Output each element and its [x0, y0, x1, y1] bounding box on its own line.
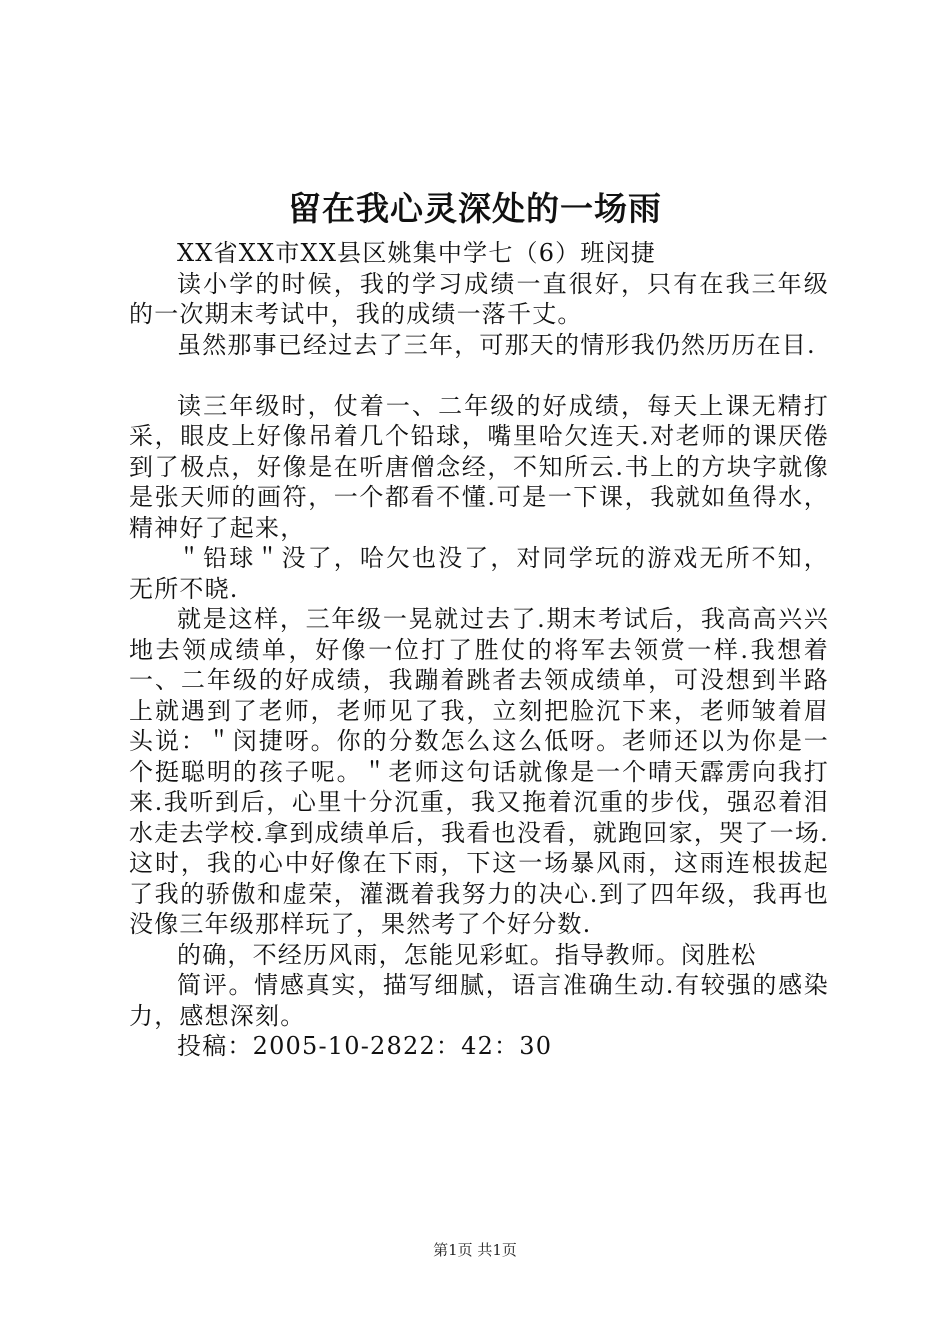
- document-title: 留在我心灵深处的一场雨: [288, 189, 662, 228]
- author-line: XX省XX市XX县区姚集中学七（6）班闵捷: [177, 239, 656, 267]
- page-number-footer: 第1页 共1页: [433, 1241, 517, 1259]
- submission-timestamp: 投稿：2005-10-2822：42：30: [177, 1032, 553, 1060]
- paragraph-1: 读小学的时候，我的学习成绩一直很好，只有在我三年级的一次期末考试中，我的成绩一落千丈。: [129, 269, 829, 328]
- paragraph-4: ＂铅球＂没了，哈欠也没了，对同学玩的游戏无所不知，无所不晓.: [129, 544, 829, 603]
- paragraph-6: 的确，不经历风雨，怎能见彩虹。指导教师。闵胜松: [177, 940, 757, 969]
- paragraph-2: 虽然那事已经过去了三年，可那天的情形我仍然历历在目.: [177, 330, 816, 359]
- paragraph-5: 就是这样，三年级一晃就过去了.期末考试后，我高高兴兴地去领成绩单，好像一位打了胜仗的将军去领赏一样.我想着一、二年级的好成绩，我蹦着跳者去领成绩单，可没想到半路上就遇到了老师，老师见了我，立刻把脸沉下来，老师皱着眉头说：＂闵捷呀。你的分数怎么这么低呀。老师还以为你是一个挺聪明的孩子呢。＂老师这句话就像是一个晴天霹雳向我打来.我听到后，心里十分沉重，我又拖着沉重的步伐，强忍着泪水走去学校.拿到成绩单后，我看也没看，就跑回家，哭了一场.这时，我的心中好像在下雨，下这一场暴风雨，这雨连根拔起了我的骄傲和虚荣，灌溉着我努力的决心.到了四年级，我再也没像三年级那样玩了，果然考了个好分数.: [129, 605, 829, 938]
- commentary-paragraph: 简评。情感真实，描写细腻，语言准确生动.有较强的感染力，感想深刻。: [129, 971, 829, 1030]
- paragraph-3: 读三年级时，仗着一、二年级的好成绩，每天上课无精打采，眼皮上好像吊着几个铅球，嘴里哈欠连天.对老师的课厌倦到了极点，好像是在听唐僧念经，不知所云.书上的方块字就像是张天师的画符，一个都看不懂.可是一下课，我就如鱼得水，精神好了起来，: [129, 391, 829, 542]
- paragraph-spacer: [129, 360, 829, 391]
- document-body: [129, 238, 829, 1062]
